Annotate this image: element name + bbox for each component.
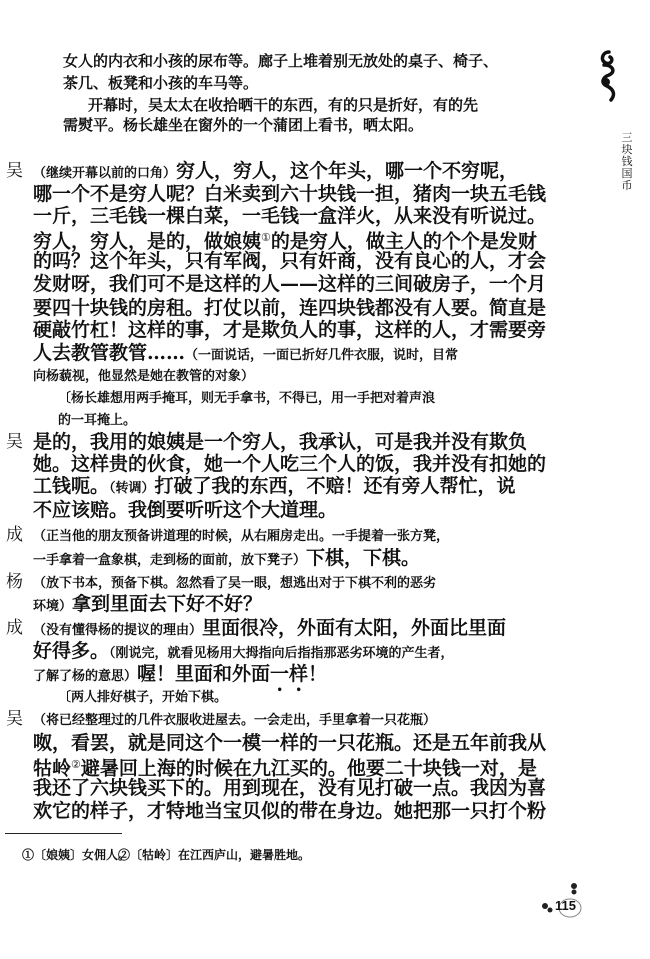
dialogue-line <box>33 732 547 755</box>
page-number: 115 <box>555 898 576 913</box>
footnote-1: ①〔娘姨〕女佣人。 <box>22 848 131 862</box>
stage-direction-text: 环境） <box>33 599 73 614</box>
scene-text: 开幕时，吴太太在收拾晒干的东西，有的只是折好，有的先 <box>88 96 479 114</box>
speech-text: 硬敲竹杠！这样的事，才是欺负人的事，这样的人，才需要旁 <box>33 319 547 341</box>
speaker-name: 吴 <box>6 161 23 181</box>
stage-direction-line <box>58 685 227 709</box>
dialogue-line <box>33 205 547 228</box>
speaker-name: 吴 <box>6 432 23 452</box>
speech-text: 喔！里面和外面 <box>137 663 271 685</box>
speech-text: 拿到里面去下好不好？ <box>72 593 263 615</box>
stage-direction-text: 向杨藐视，他显然是她在教管的对象） <box>33 369 255 384</box>
scene-description-line <box>63 114 423 136</box>
speech-text: 打破了我的东西，不赔！还有旁人帮忙，说 <box>154 475 516 497</box>
speech-text: 的是穷人，做主人的个个是发财 <box>270 230 537 253</box>
stage-direction-text: 了解了杨的意思） <box>33 669 138 684</box>
stage-direction-text: （刚说完，就看见杨用大拇指向后指指那恶劣环境的产生者， <box>109 646 454 661</box>
scene-description-line <box>63 50 499 72</box>
stage-direction-text: （放下书本，预备下棋。忽然看了吴一眼，想逃出对于下棋不利的恶劣 <box>33 576 437 591</box>
stage-direction-text: （一面说话，一面已折好几件衣服，说时，目常 <box>185 348 459 363</box>
speech-text: 下棋，下棋。 <box>306 547 421 569</box>
speech-text: 工钱呃。 <box>33 475 110 497</box>
dialogue-line <box>33 297 547 320</box>
dialogue-line <box>33 617 507 642</box>
dialogue-line <box>33 364 254 388</box>
dialogue-line <box>33 524 450 548</box>
speech-text: 的吗？这个年头，只有军阀，只有奸商，没有良心的人，才会 <box>33 250 547 272</box>
dialogue-line <box>33 453 547 476</box>
stage-direction-text: （将已经整理过的几件衣服收进屋去。一会走出，手里拿着一只花瓶） <box>33 713 437 728</box>
speech-text: 呶，看罢，就是同这个一模一样的一只花瓶。还是五年前我从 <box>33 732 547 754</box>
stage-direction-text: 〔两人排好棋子，开始下棋。 <box>58 690 228 705</box>
dialogue-line <box>33 160 519 185</box>
dialogue-line <box>33 475 516 500</box>
scene-description-line <box>63 72 258 94</box>
scene-text: 茶几、板凳和小孩的车马等。 <box>63 74 259 92</box>
speech-text: 哪一个不是穷人呢？白米卖到六十块钱一担，猪肉一块五毛钱 <box>33 183 547 205</box>
speech-text: 里面很冷，外面有太阳，外面比里面 <box>202 617 507 639</box>
speech-text: ！ <box>308 663 328 685</box>
dialogue-line <box>33 640 454 665</box>
speech-text: 要四十块钱的房租。打仗以前，连四块钱都没有人要。简直是 <box>33 297 547 319</box>
running-title: 三块钱国币 <box>621 131 633 192</box>
speech-text: 不应该赔。我倒要听听这个大道理。 <box>33 499 338 521</box>
scene-text: 需熨平。杨长雄坐在窗外的一个蒲团上看书，晒太阳。 <box>63 116 424 134</box>
footnote-marker: ② <box>71 758 81 771</box>
speech-text: 人去教管教管…… <box>33 342 186 364</box>
dialogue-line <box>33 273 547 296</box>
dialogue-line <box>33 319 547 342</box>
speech-text: 欢它的样子，才特地当宝贝似的带在身边。她把那一只打个粉 <box>33 800 547 822</box>
stage-direction-text: 的一耳掩上。 <box>58 413 137 428</box>
speech-text: 好得多。 <box>33 640 110 662</box>
dialogue-line <box>33 571 437 595</box>
stage-direction-line <box>58 408 136 432</box>
scene-text: 女人的内衣和小孩的尿布等。廊子上堆着别无放处的桌子、椅子、 <box>63 52 499 70</box>
dialogue-line <box>33 777 547 800</box>
speech-text: 穷人，穷人，是的，做娘姨 <box>33 230 262 253</box>
speech-text: 是的，我用的娘姨是一个穷人，我承认，可是我并没有欺负 <box>33 431 528 453</box>
dialogue-line <box>33 250 547 273</box>
speech-text: 我还了六块钱买下的。用到现在，没有见打破一点。我因为喜 <box>33 777 547 799</box>
stage-direction-text: （转调） <box>109 481 155 496</box>
footnote-divider <box>5 833 122 834</box>
stage-direction-text: （正当他的朋友预备讲道理的时候，从右厢房走出。一手提着一张方凳， <box>33 529 450 544</box>
speaker-name: 杨 <box>6 572 23 592</box>
speech-text: 穷人，穷人，这个年头，哪一个不穷呢， <box>176 160 519 182</box>
scene-description-line <box>88 94 479 116</box>
stage-direction-text: （继续开幕以前的口角） <box>33 166 177 181</box>
stage-direction-text: （没有懂得杨的提议的理由） <box>33 623 203 638</box>
stage-direction-text: 〔杨长雄想用两手掩耳，则无手拿书，不得已，用一手把对着声浪 <box>58 391 436 406</box>
speaker-name: 吴 <box>6 709 23 729</box>
speech-text: 牯岭 <box>33 757 72 780</box>
dialogue-line <box>33 183 547 206</box>
speech-text: 发财呀，我们可不是这样的人——这样的三间破房子，一个月 <box>33 273 547 295</box>
speech-text: 她。这样贵的伙食，她一个人吃三个人的饭，我并没有扣她的 <box>33 453 547 475</box>
dialogue-line <box>33 499 337 522</box>
emphasized-text: 一样 <box>270 663 309 685</box>
speaker-name: 成 <box>6 618 23 638</box>
dialogue-line <box>33 708 437 732</box>
speaker-name: 成 <box>6 525 23 545</box>
footnote-marker: ① <box>261 231 271 244</box>
dialogue-line <box>33 547 420 572</box>
stage-direction-line <box>58 386 436 410</box>
stage-direction-text: 一手拿着一盒象棋，走到杨的面前，放下凳子） <box>33 553 307 568</box>
dialogue-line <box>33 431 528 454</box>
speech-text: 避暑回上海的时候在九江买的。他要二十块钱一对，是 <box>80 757 537 780</box>
ornament-icon <box>596 48 622 108</box>
footnote-2: ②〔牯岭〕在江西庐山，避暑胜地。 <box>118 848 311 862</box>
dialogue-line <box>33 593 262 618</box>
speech-text: 一斤，三毛钱一棵白菜，一毛钱一盒洋火，从来没有听说过。 <box>33 205 547 227</box>
dialogue-line <box>33 800 547 823</box>
